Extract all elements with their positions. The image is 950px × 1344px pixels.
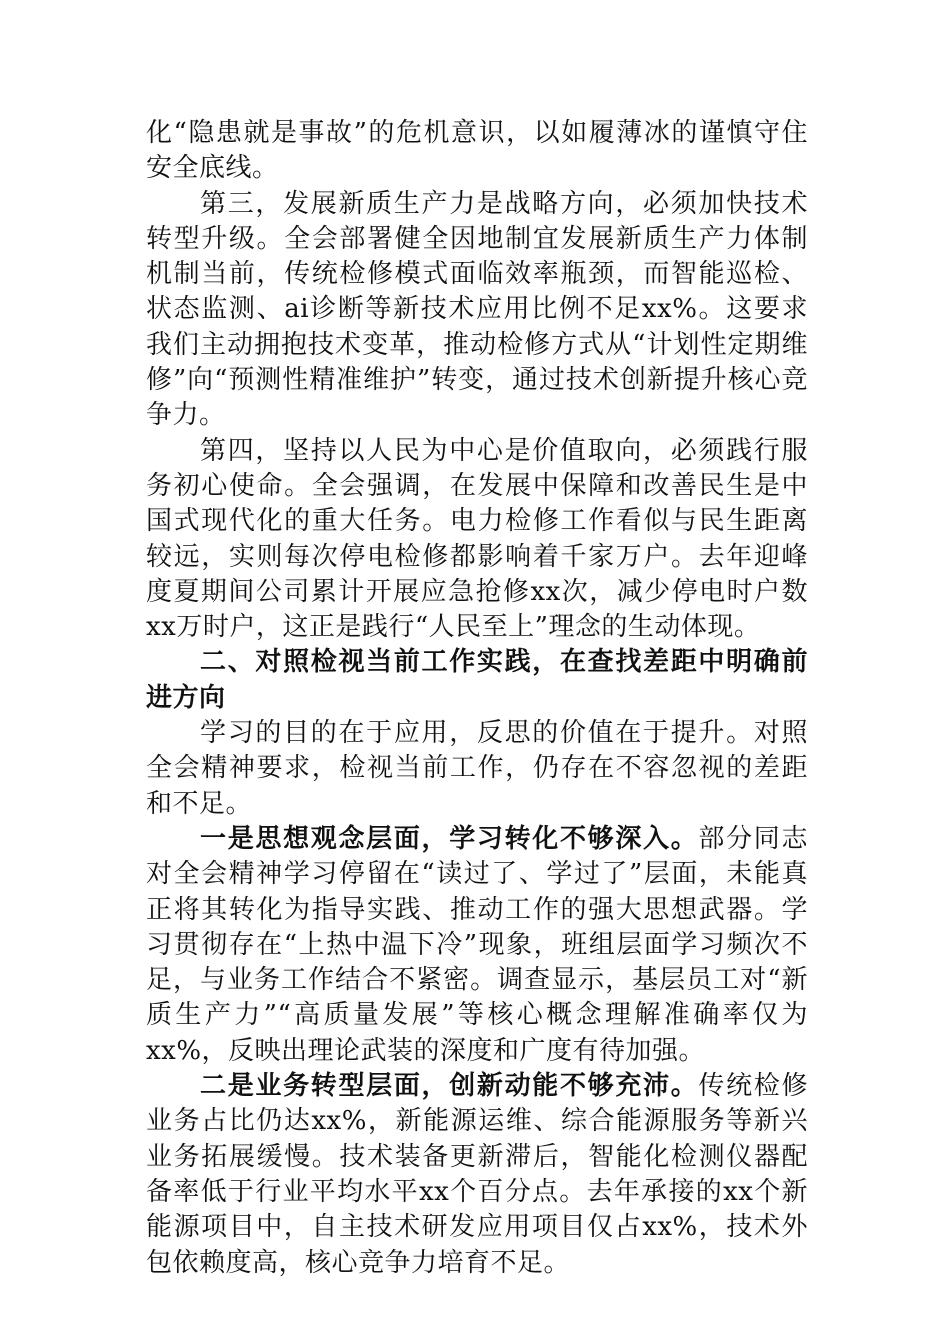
point-two-lead: 二是业务转型层面，创新动能不够充沛。 [200, 1071, 699, 1102]
point-one-body: 部分同志对全会精神学习停留在“读过了、学过了”层面，未能真正将其转化为指导实践、推动工作的强大思想武器。学习贯彻存在“上热中温下冷”现象，班组层面学习频次不足，与业务工作结合不紧密。调查显示，基层员工对“新质生产力”“高质量发展”等核心概念理解准确率仅为xx%，反映出理论武装的深度和广度有待加强。 [146, 823, 808, 1066]
section-heading-two: 二、对照检视当前工作实践，在查找差距中明确前进方向 [146, 647, 808, 713]
point-two-body: 传统检修业务占比仍达xx%，新能源运维、综合能源服务等新兴业务拓展缓慢。技术装备更新滞后，智能化检测仪器配备率低于行业平均水平xx个百分点。去年承接的xx个新能源项目中，自主技术研发应用项目仅占xx%，技术外包依赖度高，核心竞争力培育不足。 [146, 1071, 808, 1278]
paragraph-intro: 学习的目的在于应用，反思的价值在于提升。对照全会精神要求，检视当前工作，仍存在不容忽视的差距和不足。 [146, 718, 808, 819]
paragraph-point-two [146, 1069, 808, 1281]
paragraph-third-point: 第三，发展新质生产力是战略方向，必须加快技术转型升级。全会部署健全因地制宜发展新质生产力体制机制当前，传统检修模式面临效率瓶颈，而智能巡检、状态监测、ai诊断等新技术应用比例不足xx%。这要求我们主动拥抱技术变革，推动检修方式从“计划性定期维修”向“预测性精准维护”转变，通过技术创新提升核心竞争力。 [146, 188, 808, 431]
document-body [146, 116, 808, 1281]
paragraph-point-one [146, 822, 808, 1069]
paragraph-fourth-point: 第四，坚持以人民为中心是价值取向，必须践行服务初心使命。全会强调，在发展中保障和改善民生是中国式现代化的重大任务。电力检修工作看似与民生距离较远，实则每次停电检修都影响着千家万户。去年迎峰度夏期间公司累计开展应急抢修xx次，减少停电时户数xx万时户，这正是践行“人民至上”理念的生动体现。 [146, 435, 808, 643]
paragraph-continued: 化“隐患就是事故”的危机意识，以如履薄冰的谨慎守住安全底线。 [146, 118, 808, 184]
point-one-lead: 一是思想观念层面，学习转化不够深入。 [200, 823, 699, 854]
